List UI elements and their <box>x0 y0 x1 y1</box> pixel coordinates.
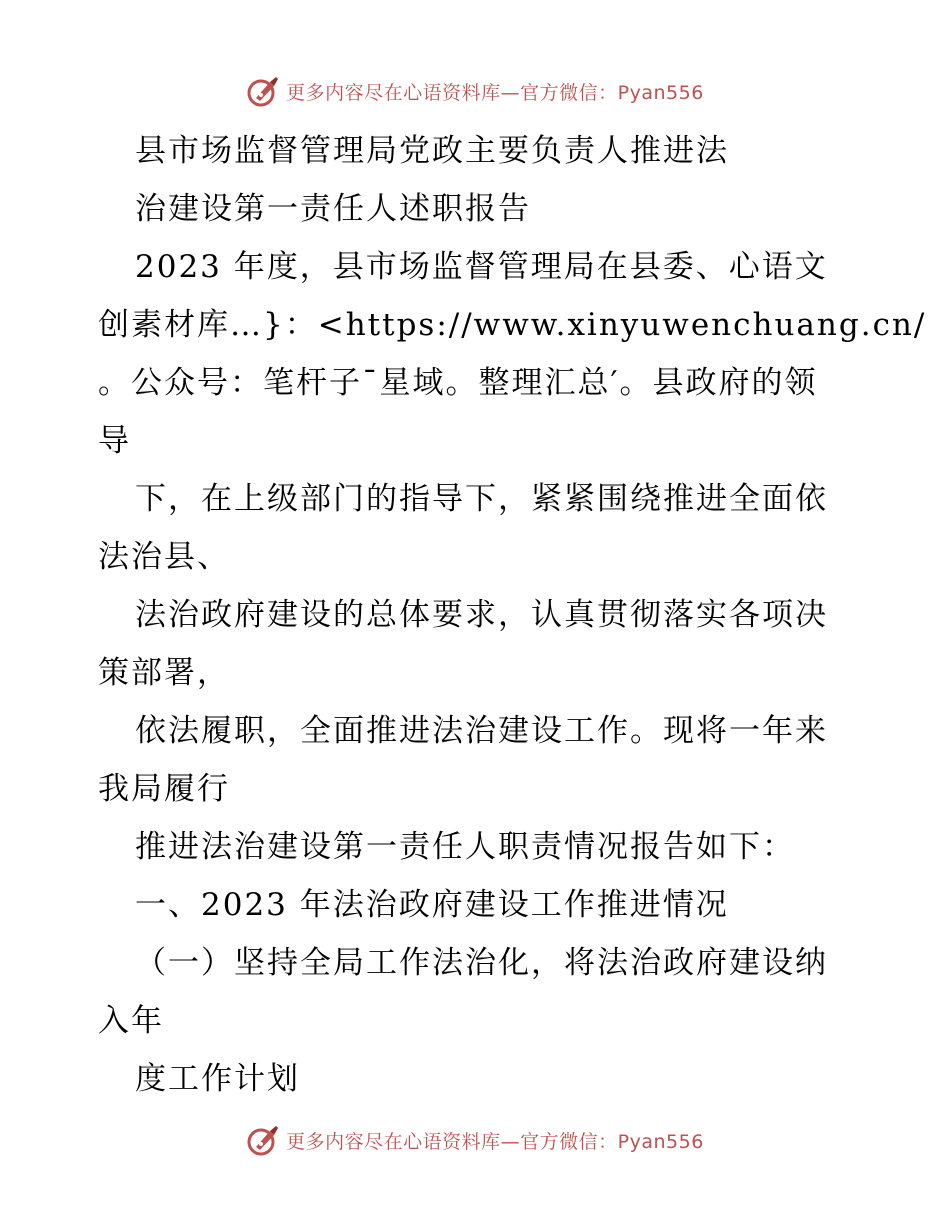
pen-nib-icon <box>246 74 280 108</box>
paragraph-line: 下，在上级部门的指导下，紧紧围绕推进全面依 <box>135 481 828 517</box>
paragraph-line: 2023 年度，县市场监督管理局在县委、心语文 <box>135 249 828 285</box>
paragraph-line: 法治政府建设的总体要求，认真贯彻落实各项决 <box>135 597 828 633</box>
watermark-text: 更多内容尽在心语资料库—官方微信：Pyan556 <box>286 81 704 104</box>
paragraph-line: 。公众号：笔杆子¯星域。整理汇总′。县政府的领 <box>98 365 818 401</box>
paragraph-line: 入年 <box>98 1003 164 1039</box>
footer-watermark <box>0 1118 950 1162</box>
paragraph-line: 推进法治建设第一责任人职责情况报告如下： <box>135 829 795 865</box>
paragraph-line: 法治县、 <box>98 539 230 575</box>
doc-title-line-2: 治建设第一责任人述职报告 <box>135 191 531 227</box>
subsection-heading: （一）坚持全局工作法治化，将法治政府建设纳 <box>135 945 828 981</box>
paragraph-line: 度工作计划 <box>135 1061 300 1097</box>
paragraph-line: 我局履行 <box>98 771 230 807</box>
doc-title-line-1: 县市场监督管理局党政主要负责人推进法 <box>135 133 729 169</box>
section-heading: 一、2023 年法治政府建设工作推进情况 <box>135 887 729 923</box>
paragraph-line: 策部署， <box>98 655 230 691</box>
document-body <box>98 122 927 1108</box>
paragraph-line: 依法履职，全面推进法治建设工作。现将一年来 <box>135 713 828 749</box>
pen-nib-icon <box>246 1123 280 1157</box>
header-watermark <box>0 69 950 113</box>
paragraph-line: 创素材库…}：<https://www.xinyuwenchuang.cn/ <box>98 307 927 343</box>
watermark-text: 更多内容尽在心语资料库—官方微信：Pyan556 <box>286 1130 704 1153</box>
paragraph-line: 导 <box>98 423 131 459</box>
